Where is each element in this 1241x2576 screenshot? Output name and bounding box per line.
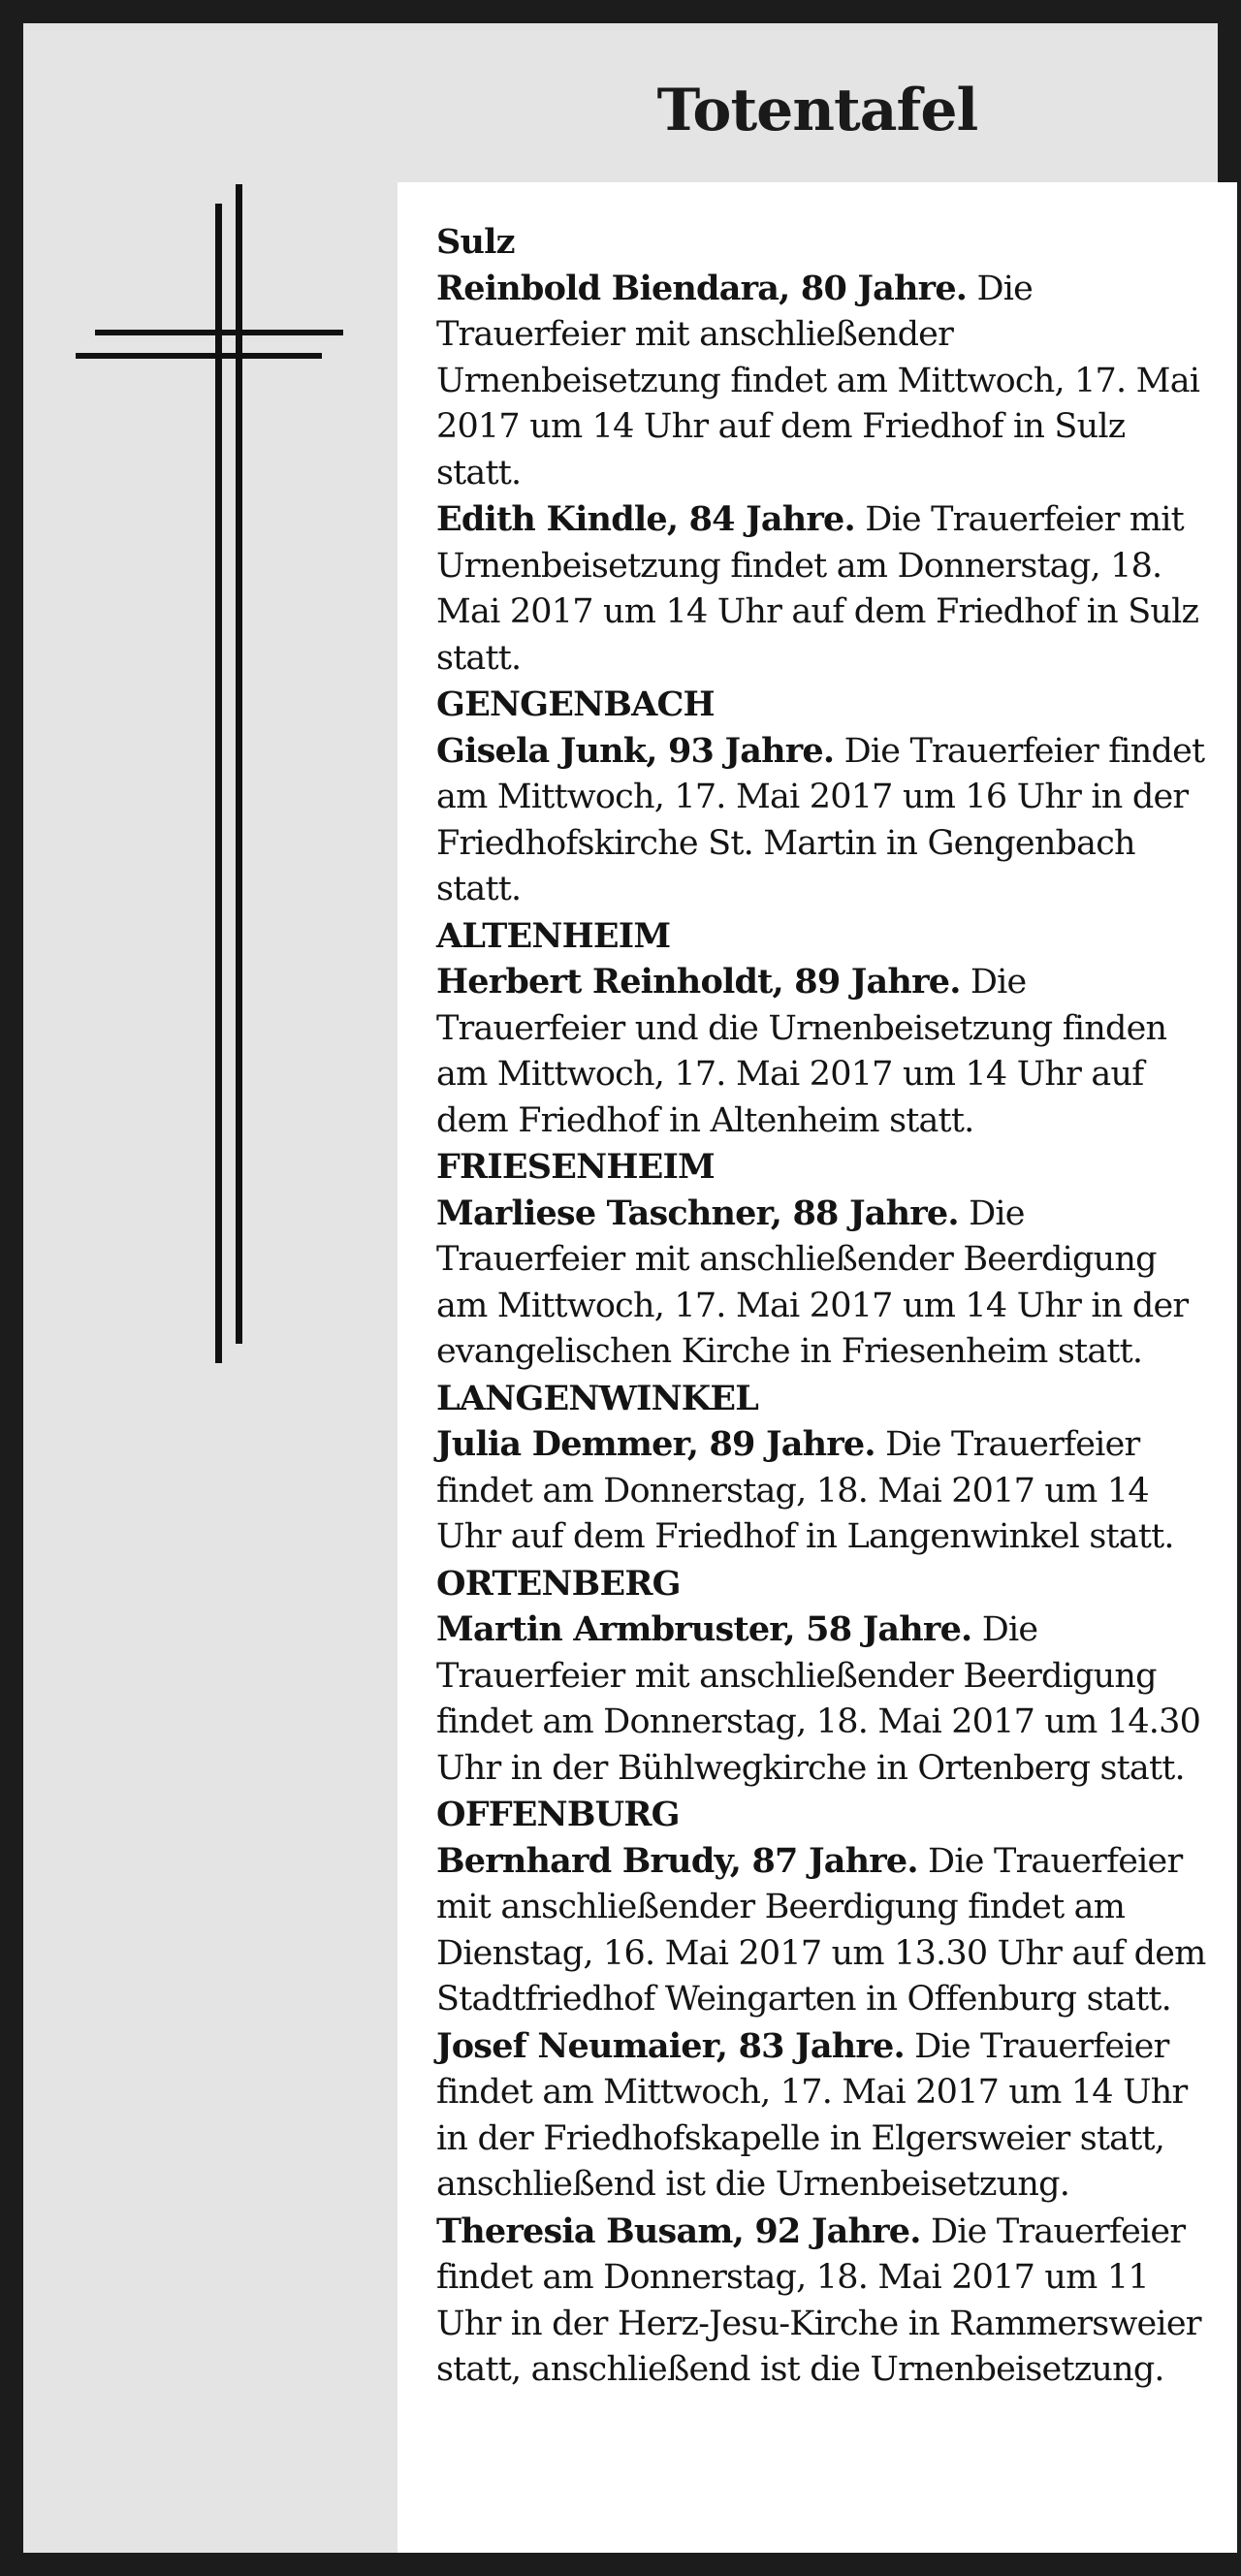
ceremony-details: Die Trauerfeier findet am Donnerstag, 18. Mai 2017 um 14 Uhr auf dem Friedhof in Langenwinkel statt. xyxy=(436,1425,1174,1556)
ceremony-details: Die Trauerfeier findet am Mittwoch, 17. Mai 2017 um 14 Uhr in der Friedhofskapelle in Elgersweier statt, anschließend ist die Urnenbeisetzung. xyxy=(436,2026,1188,2204)
deceased-name: Gisela Junk, 93 Jahre. xyxy=(436,730,835,771)
deceased-name: Martin Armbruster, 58 Jahre. xyxy=(436,1609,972,1649)
town-heading: OFFENBURG xyxy=(436,1795,680,1834)
ceremony-details: Die Trauerfeier und die Urnenbeisetzung finden am Mittwoch, 17. Mai 2017 um 14 Uhr auf dem Friedhof in Altenheim statt. xyxy=(436,963,1167,1140)
obituary-entry xyxy=(436,2023,1212,2209)
ceremony-details: Die Trauerfeier mit anschließender Beerdigung am Mittwoch, 17. Mai 2017 um 14 Uhr in der evangelischen Kirche in Friesenheim statt. xyxy=(436,1193,1189,1371)
deceased-name: Edith Kindle, 84 Jahre. xyxy=(436,499,855,539)
deceased-name: Bernhard Brudy, 87 Jahre. xyxy=(436,1840,918,1881)
obituary-entry xyxy=(436,266,1212,497)
obituary-entry xyxy=(436,1606,1212,1792)
obituary-list xyxy=(436,219,1212,2394)
cross-horizontal-bar-top xyxy=(95,330,343,335)
ceremony-details: Die Trauerfeier findet am Mittwoch, 17. Mai 2017 um 16 Uhr in der Friedhofskirche St. Martin in Gengenbach statt. xyxy=(436,731,1205,908)
ceremony-details: Die Trauerfeier mit anschließender Beerdigung findet am Donnerstag, 18. Mai 2017 um 14.30 Uhr in der Bühlwegkirche in Ortenberg statt. xyxy=(436,1610,1201,1788)
deceased-name: Reinbold Biendara, 80 Jahre. xyxy=(436,268,968,308)
cross-vertical-bar-left xyxy=(215,204,222,1363)
deceased-name: Marliese Taschner, 88 Jahre. xyxy=(436,1193,959,1233)
ceremony-details: Die Trauerfeier findet am Donnerstag, 18. Mai 2017 um 11 Uhr in der Herz-Jesu-Kirche in Rammersweier statt, anschließend ist die Urnenbeisetzung. xyxy=(436,2211,1201,2389)
town-heading: Sulz xyxy=(436,222,515,262)
ceremony-details: Die Trauerfeier mit anschließender Beerdigung findet am Dienstag, 16. Mai 2017 um 13.30 Uhr auf dem Stadtfriedhof Weingarten in Offenburg statt. xyxy=(436,1841,1206,2019)
obituary-entry xyxy=(436,1191,1212,1376)
page-title: Totentafel xyxy=(656,77,978,144)
deceased-name: Josef Neumaier, 83 Jahre. xyxy=(436,2025,905,2066)
obituary-list-panel xyxy=(398,182,1237,2553)
town-heading: ALTENHEIM xyxy=(436,915,671,956)
deceased-name: Julia Demmer, 89 Jahre. xyxy=(436,1424,875,1464)
deceased-name: Theresia Busam, 92 Jahre. xyxy=(436,2210,921,2251)
obituary-entry xyxy=(436,959,1212,1144)
obituary-entry xyxy=(436,496,1212,682)
ceremony-details: Die Trauerfeier mit anschließender Urnenbeisetzung findet am Mittwoch, 17. Mai 2017 um 14 Uhr auf dem Friedhof in Sulz statt. xyxy=(436,269,1200,493)
obituary-entry xyxy=(436,728,1212,913)
ceremony-details: Die Trauerfeier mit Urnenbeisetzung findet am Donnerstag, 18. Mai 2017 um 14 Uhr auf dem Friedhof in Sulz statt. xyxy=(436,500,1199,678)
town-heading: GENGENBACH xyxy=(436,684,715,724)
deceased-name: Herbert Reinholdt, 89 Jahre. xyxy=(436,962,961,1002)
obituary-entry xyxy=(436,1838,1212,2023)
obituary-entry xyxy=(436,1421,1212,1561)
town-heading: ORTENBERG xyxy=(436,1563,681,1604)
cross-icon xyxy=(66,178,357,1361)
town-heading: FRIESENHEIM xyxy=(436,1147,715,1187)
town-heading: LANGENWINKEL xyxy=(436,1378,759,1418)
cross-horizontal-bar-bottom xyxy=(76,353,322,359)
obituary-entry xyxy=(436,2209,1212,2394)
